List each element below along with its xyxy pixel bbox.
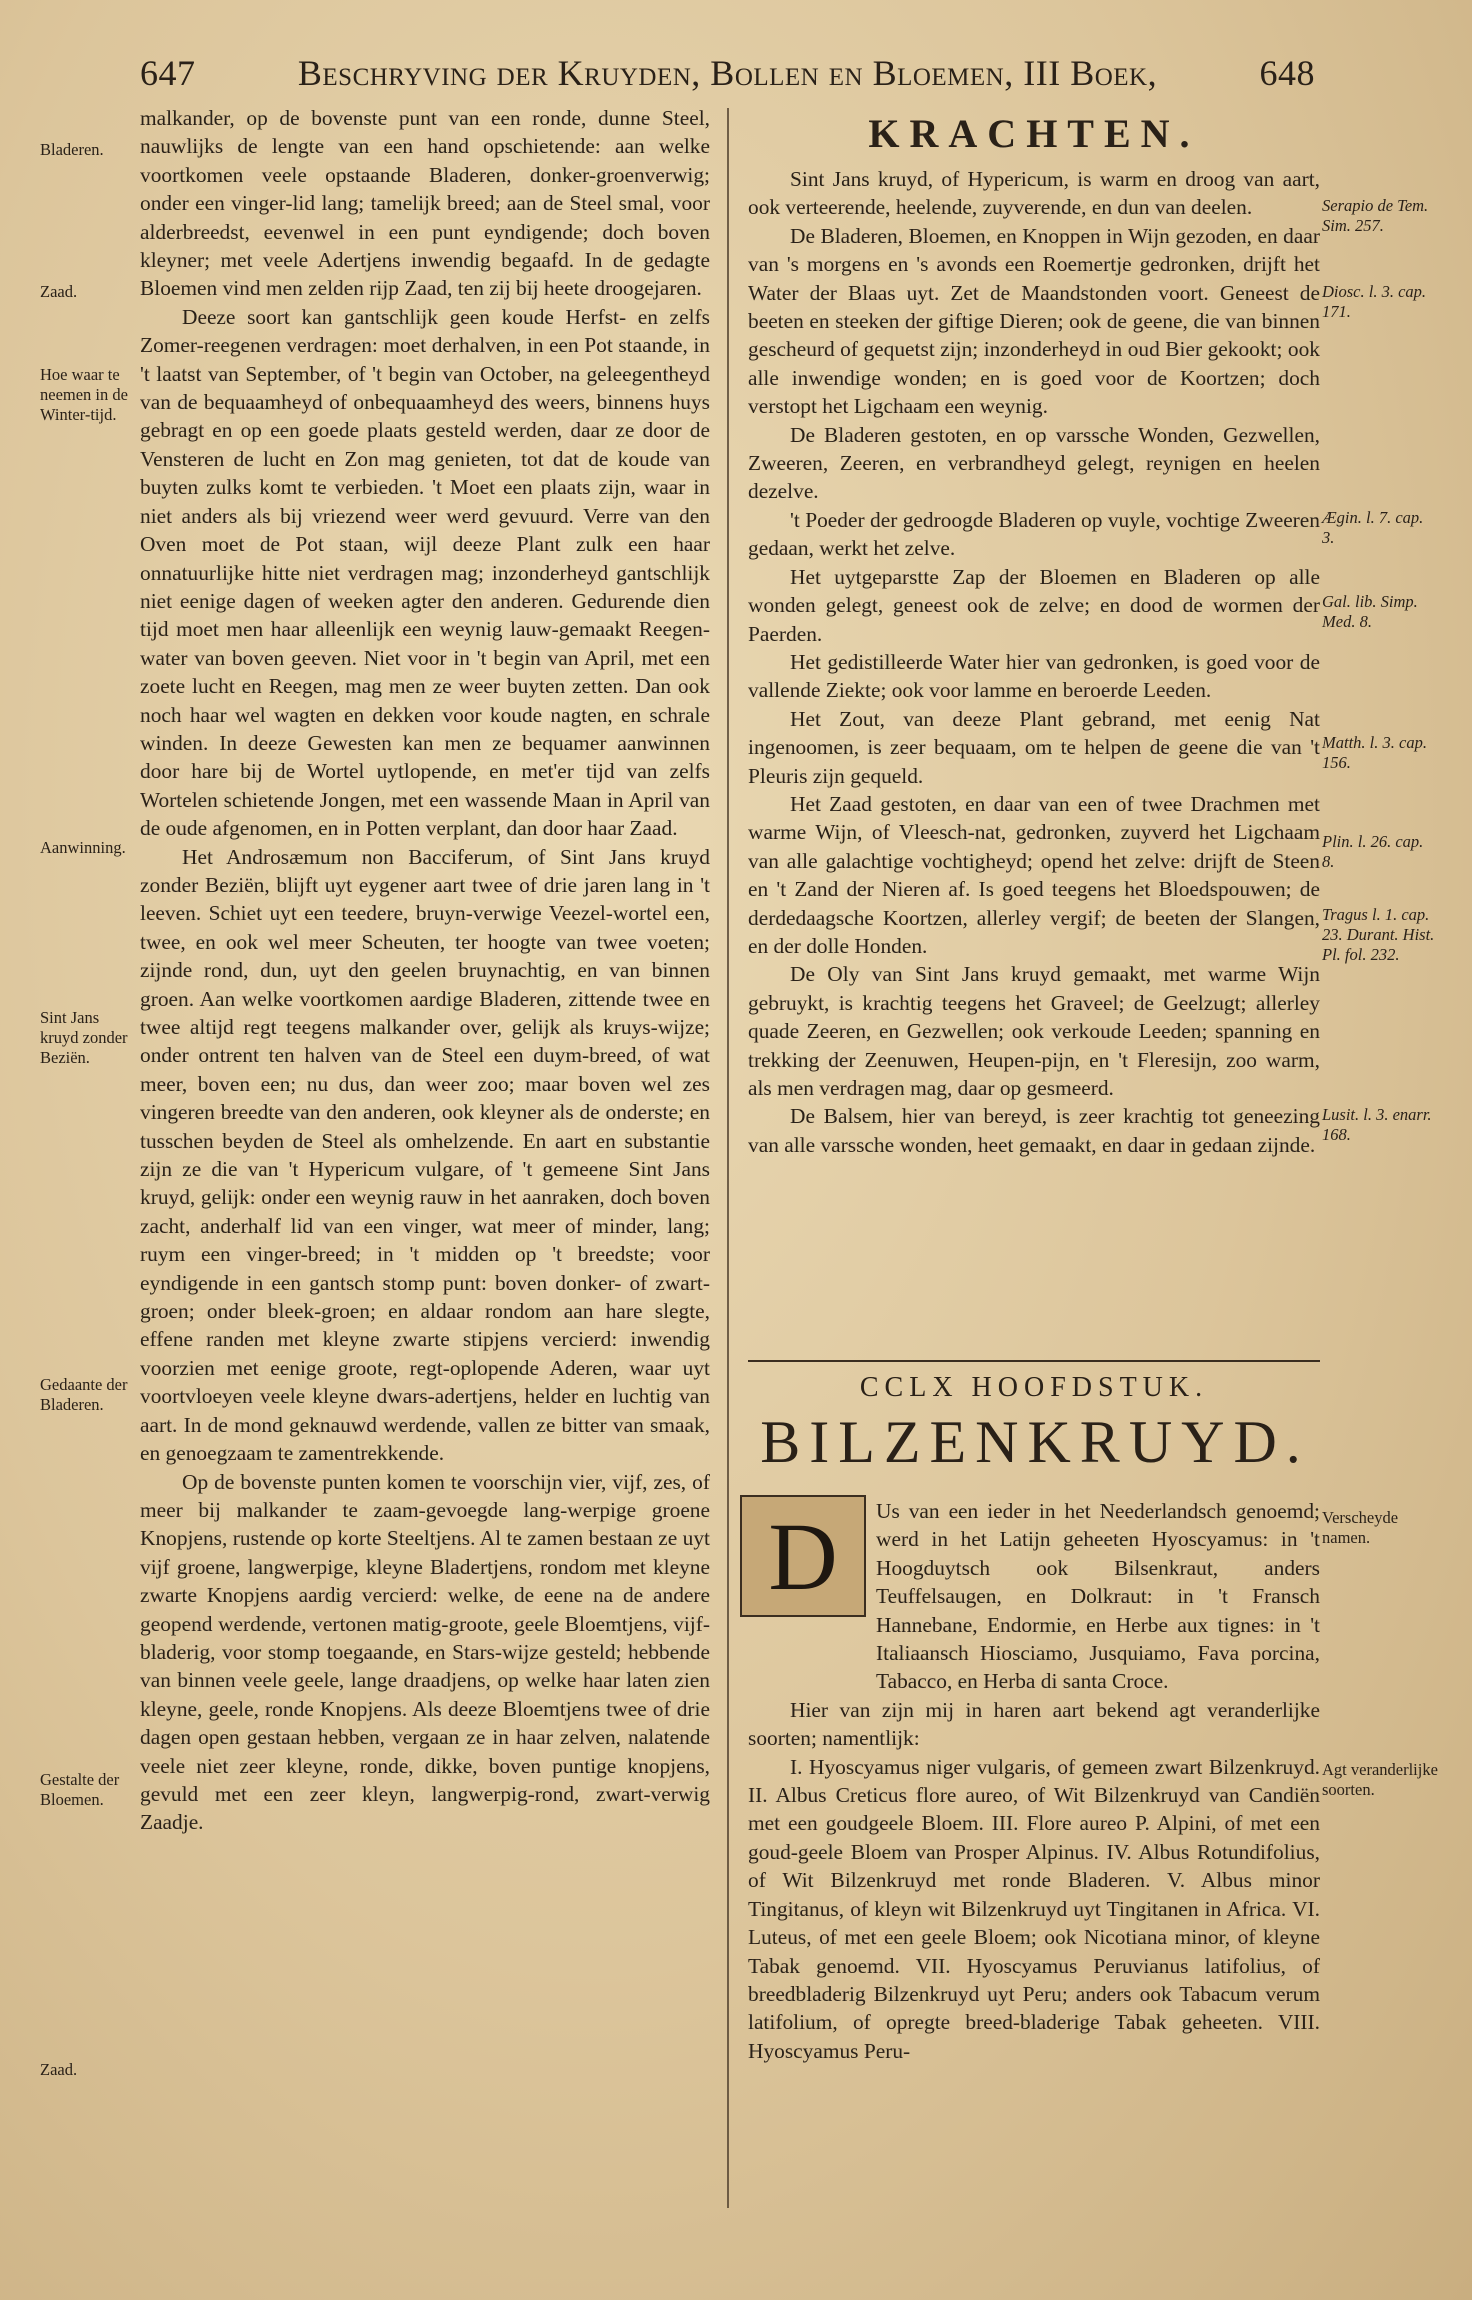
right-paragraph: Het Zaad gestoten, en daar van een of twee Drachmen met warme Wijn, of Vleesch-nat, gedronken, zuyverd het Ligchaam van alle galachtige vochtigheyd; opend het zelve: drijft de Steen en 't Zand der Nieren af. Is goed teegens het Bloedspouwen; de derdedaagsche Koortzen, allerley vergif; de beeten der Slangen, en der dolle Honden. xyxy=(748,791,1320,958)
margin-note: Gedaante der Bladeren. xyxy=(40,1375,128,1414)
running-head-title: Beschryving der Kruyden, Bollen en Bloemen, III Boek, xyxy=(297,53,1158,93)
left-column xyxy=(140,104,710,1837)
margin-note: Hoe waar te neemen in de Winter-tijd. xyxy=(40,365,128,424)
right-column xyxy=(748,165,1320,1159)
right-paragraph: 't Poeder der gedroogde Bladeren op vuyle, vochtige Zweeren gedaan, werkt het zelve. xyxy=(748,507,1320,561)
chapter-title: BILZENKRUYD. xyxy=(760,1409,1310,1475)
margin-note: Zaad. xyxy=(40,2060,78,2079)
chapter-paragraph: Hier van zijn mij in haren aart bekend agt veranderlijke soorten; namentlijk: xyxy=(748,1697,1320,1751)
margin-note: Sint Jans kruyd zonder Beziën. xyxy=(40,1008,128,1067)
decorated-initial-letter: D xyxy=(768,1502,838,1610)
chapter-body xyxy=(748,1497,1320,2065)
margin-note: Lusit. l. 3. enarr. 168. xyxy=(1322,1105,1432,1144)
running-head xyxy=(140,52,1315,102)
left-paragraph: Op de bovenste punten komen te voorschijn vier, vijf, zes, of meer bij malkander te zaam-gevoegde lang-werpige groene Knopjens, rustende op korte Steeltjens. Al te zamen bestaan ze uyt vijf groene, langwerpige, kleyne Bladertjens, rondom met kleyne zwarte Knopjens aardig vercierd: welke, de eene na de andere geopend werdende, vertonen matig-groote, geele Bloemtjens, vijf-bladerig, voor stomp toegaande, en Stars-wijze gesteld; hebbende van binnen veele geele, lange draadjens, op welke haar laten zien kleyne, geele, ronde Knopjens. Als deeze Bloemtjens twee of drie dagen open gestaan hebben, vergaan ze in haar zelven, nalatende veele niet zeer kleyne, ronde, dikke, boven puntige knopjens, gevuld met een zeer kleyn, langwerpig-rond, zwart-verwig Zaadje. xyxy=(140,1469,710,1835)
right-paragraph: De Bladeren, Bloemen, en Knoppen in Wijn gezoden, en daar van 's morgens en 's avonds een Roemertje gedronken, drijft het Water der Blaas uyt. Zet de Maandstonden voort. Geneest de beeten en steeken der giftige Dieren; ook de geene, die van binnen gescheurd of gequetst zijn; inzonderheyd in oud Bier gekookt; ook alle inwendige wonden; en is goed voor de Koortzen; doch verstopt het Ligchaam een weynig. xyxy=(748,223,1320,419)
left-paragraph: Deeze soort kan gantschlijk geen koude Herfst- en zelfs Zomer-reegenen verdragen: moet derhalven, in een Pot staande, in 't laatst van September, of 't begin van October, na geleegentheyd van de bequaamheyd of onbequaamheyd des weers, binnens huys gebragt en op een goede plaats gesteld werden, daar ze door de Vensteren de lucht en Zon mag genieten, tot dat de koude van buyten zulks komt te verbieden. 't Moet een plaats zijn, waar in niet anders als bij vriezend weer werd gevuurd. Verre van den Oven moet de Pot staan, wijl deeze Plant zulk een haar onnatuurlijke hitte niet verdragen mag; inzonderheyd gantschlijk niet eenige dagen of weeken agter den anderen. Gedurende dien tijd moet men haar alleenlijk een weynig lauw-gemaakt Reegen-water van boven geeven. Niet voor in 't begin van April, met een zoete lucht en Reegen, mag men ze weer buyten zetten. Dan ook noch haar wel wagten en dekken voor koude nagten, en schrale winden. In deeze Gewesten kan men ze bequamer aanwinnen door hare bij de Wortel uytlopende, en met'er tijd van zelfs Wortelen schietende Jongen, met een wassende Maan in April van de oude afgenomen, en in Potten verplant, dan door haar Zaad. xyxy=(140,304,710,841)
margin-note: Gal. lib. Simp. Med. 8. xyxy=(1322,592,1418,631)
margin-note: Tragus l. 1. cap. 23. Durant. Hist. Pl. fol. 232. xyxy=(1322,905,1435,964)
margin-note: Gestalte der Bloemen. xyxy=(40,1770,120,1809)
margin-note: Diosc. l. 3. cap. 171. xyxy=(1322,282,1427,321)
chapter-rule xyxy=(748,1360,1320,1362)
margin-note: Verscheyde namen. xyxy=(1322,1508,1399,1547)
margin-note: Bladeren. xyxy=(40,140,104,159)
chapter-number: CCLX HOOFDSTUK. xyxy=(859,1372,1209,1403)
right-paragraph: Sint Jans kruyd, of Hypericum, is warm en droog van aart, ook verteerende, heelende, zuyverende, en dun van deelen. xyxy=(748,167,1320,220)
left-paragraph: malkander, op de bovenste punt van een ronde, dunne Steel, nauwlijks de lengte van een hand opschietende: aan welke voortkomen veele opstaande Bladeren, donker-groenverwig; onder een vinger-lid lang; tamelijk breed; aan de Steel smal, voor alderbreedst, eevenwel in een punt eyndigende; doch boven kleyner; met veele Adertjens inwendig begaafd. In de gedagte Bloemen vind men zelden rijp Zaad, ten zij bij heete droogejaren. xyxy=(140,106,710,301)
margin-note: Aanwinning. xyxy=(40,838,126,857)
margin-note: Ægin. l. 7. cap. 3. xyxy=(1322,508,1424,547)
right-paragraph: De Oly van Sint Jans kruyd gemaakt, met warme Wijn gebruykt, is krachtig teegens het Graveel; de Geelzugt; allerley quade Zeeren, en Gezwellen; ook verkoude Leeden; spanning en trekking der Zeenuwen, Heupen-pijn, en 't Fleresijn, zoo warm, als men verdragen mag, daar op gesmeerd. xyxy=(748,962,1320,1100)
right-paragraph: Het gedistilleerde Water hier van gedronken, is goed voor de vallende Ziekte; ook voor lamme en beroerde Leeden. xyxy=(748,649,1320,703)
margin-note: Agt veranderlijke soorten. xyxy=(1322,1760,1438,1799)
chapter-paragraph: Us van een ieder in het Neederlandsch genoemd; werd in het Latijn geheeten Hyoscyamus: in 't Hoogduytsch ook Bilsenkraut, anders Teuffelsaugen, en Dolkraut: in 't Fransch Hannebane, Endormie, en Herbe aux tignes: in 't Italiaansch Hiosciamo, Jusquiamo, Fava porcina, Tabacco, en Herba di santa Croce. xyxy=(876,1499,1320,1694)
column-divider xyxy=(727,108,729,2208)
margin-note: Zaad. xyxy=(40,282,78,301)
left-paragraph: Het Androsæmum non Bacciferum, of Sint Jans kruyd zonder Beziën, blijft uyt eygener aart twee of drie jaren lang in 't leeven. Schiet uyt een teedere, bruyn-verwige Veezel-wortel een, twee, en ook wel meer Scheuten, ter hoogte van twee voeten; zijnde rond, dun, uyt den geelen bruynachtig, en van binnen groen. Aan welke voortkomen aardige Bladeren, zittende twee en twee altijd regt teegens malkander over, gelijk als kruys-wijze; onder ontrent ten halven van de Steel een duym-breed, of wat meer, boven een; nu dus, dan weer zoo; maar boven wel zes vingeren breedte van den anderen, ook kleyner als de onderste; en tusschen beyden de Steel als omhelzende. En aart en substantie zijn ze die van 't Hypericum vulgare, of 't gemeene Sint Jans kruyd, gelijk: onder een weynig rauw in het aanraken, doch boven zacht, anderhalf lid van een vinger, wat meer of minder, lang; ruym een vinger-breed; in 't midden op 't breedste; voor eyndigende in een gantsch stomp punt: boven donker- of zwart-groen; onder bleek-groen; en aldaar rondom aan hare slegte, effene randen met kleyne zwarte stipjens vercierd: inwendig voorzien met eenige groote, regt-oplopende Aderen, waar uyt voortvloeyen veele kleyne dwars-adertjens, helder en luchtig van aart. In de mond geknauwd werdende, vallen ze bitter van smaak, en genoegzaam te zamentrekkende. xyxy=(140,844,710,1466)
margin-note: Plin. l. 26. cap. 8. xyxy=(1322,832,1424,871)
page-number-right: 648 xyxy=(1259,53,1315,93)
section-title: KRACHTEN. xyxy=(868,111,1200,156)
chapter-paragraph: I. Hyoscyamus niger vulgaris, of gemeen zwart Bilzenkruyd. II. Albus Creticus flore aureo, of Wit Bilzenkruyd van Candiën met een goudgeele Bloem. III. Flore aureo P. Alpini, of met een goud-geele Bloem van Prosper Alpinus. IV. Albus Rotundifolius, of Wit Bilzenkruyd met ronde Bladeren. V. Albus minor Tingitanus, of kleyn wit Bilzenkruyd uyt Tingitanen in Africa. VI. Luteus, of met een geele Bloem; ook Nicotiana minor, of kleyne Tabak genoemd. VII. Hyoscyamus Peruvianus latifolius, of breedbladerig Bilzenkruyd uyt Peru; anders ook Tabacum verum latifolium, of opregte breed-bladerige Tabak geheeten. VIII. Hyoscyamus Peru- xyxy=(748,1754,1320,2063)
margin-note: Matth. l. 3. cap. 156. xyxy=(1322,733,1427,772)
margin-note: Serapio de Tem. Sim. 257. xyxy=(1322,196,1429,235)
right-paragraph: Het uytgeparstte Zap der Bloemen en Bladeren op alle wonden gelegt, geneest ook de zelve; en dood de wormen der Paerden. xyxy=(748,564,1320,646)
right-paragraph: Het Zout, van deeze Plant gebrand, met eenig Nat ingenoomen, is zeer bequaam, om te helpen de geene die van 't Pleuris zijn gequeld. xyxy=(748,706,1320,788)
right-paragraph: De Balsem, hier van bereyd, is zeer krachtig tot geneezing van alle varssche wonden, heet gemaakt, en daar in gedaan zijnde. xyxy=(748,1104,1320,1157)
right-paragraph: De Bladeren gestoten, en op varssche Wonden, Gezwellen, Zweeren, Zeeren, en verbrandheyd gelegt, reynigen en heelen dezelve. xyxy=(748,422,1320,504)
page-number-left: 647 xyxy=(140,53,196,93)
